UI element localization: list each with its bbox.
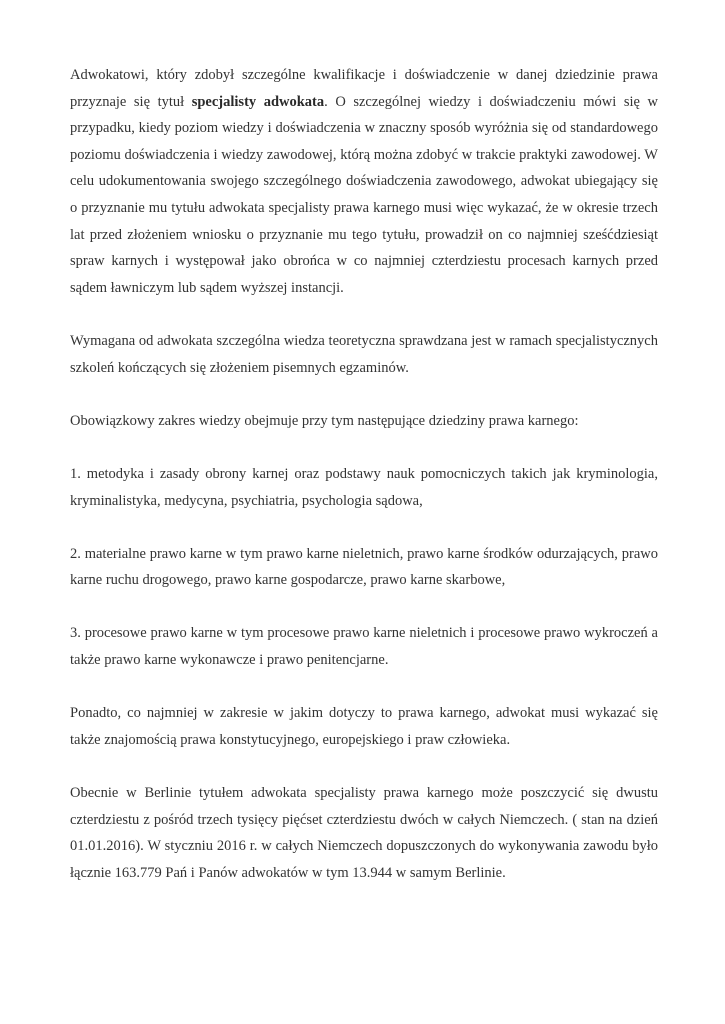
bold-term: specjalisty adwokata xyxy=(191,93,325,110)
paragraph-text: Adwokatowi, który zdobył szczególne kwalifikacje i doświadczenie w danej dziedzinie prawa przyznaje się tytuł xyxy=(70,67,658,110)
list-item-2: 2. materialne prawo karne w tym prawo karne nieletnich, prawo karne środków odurzających, prawo karne ruchu drogowego, prawo karne gospodarcze, prawo karne skarbowe, xyxy=(70,545,658,589)
paragraph-theory-knowledge: Wymagana od adwokata szczególna wiedza teoretyczna sprawdzana jest w ramach specjalistycznych szkoleń kończących się złożeniem pisemnych egzaminów. xyxy=(70,332,658,376)
list-item-3: 3. procesowe prawo karne w tym procesowe prawo karne nieletnich i procesowe prawo wykroczeń a także prawo karne wykonawcze i prawo penitencjarne. xyxy=(70,625,658,669)
document-body xyxy=(70,62,658,913)
list-item-1: 1. metodyka i zasady obrony karnej oraz podstawy nauk pomocniczych takich jak kryminologia, kryminalistyka, medycyna, psychiatria, psychologia sądowa, xyxy=(70,465,658,509)
paragraph-additional-knowledge: Ponadto, co najmniej w zakresie w jakim dotyczy to prawa karnego, adwokat musi wykazać się także znajomością prawa konstytucyjnego, europejskiego i praw człowieka. xyxy=(70,705,658,748)
paragraph-statistics: Obecnie w Berlinie tytułem adwokata specjalisty prawa karnego może poszczycić się dwustu czterdziestu z pośród trzech tysięcy pięćset czterdziestu dwóch w całych Niemczech. ( stan na dzień 01.01.2016). W styczniu 2016 r. w całych Niemczech dopuszczonych do wykonywania zawodu było łącznie 163.779 Pań i Panów adwokatów w tym 13.944 w samym Berlinie. xyxy=(70,785,658,881)
paragraph-specialist-title xyxy=(70,62,658,301)
paragraph-text: . O szczególnej wiedzy i doświadczeniu mówi się w przypadku, kiedy poziom wiedzy i doświadczenia w znaczny sposób wyróżnia się od standardowego poziomu doświadczenia i wiedzy zawodowej, którą można zdobyć w trakcie praktyki zawodowej. W celu udokumentowania swojego szczególnego doświadczenia zawodowego, adwokat ubiegający się o przyznanie mu tytułu adwokata specjalisty prawa karnego musi więc wykazać, że w okresie trzech lat przed złożeniem wniosku o przyznanie mu tego tytułu, prowadził on co najmniej sześćdziesiąt spraw karnych i występował jako obrońca w co najmniej czterdziestu procesach karnych przed sądem ławniczym lub sądem wyższej instancji. xyxy=(70,93,658,296)
paragraph-knowledge-scope: Obowiązkowy zakres wiedzy obejmuje przy tym następujące dziedziny prawa karnego: xyxy=(70,412,579,429)
